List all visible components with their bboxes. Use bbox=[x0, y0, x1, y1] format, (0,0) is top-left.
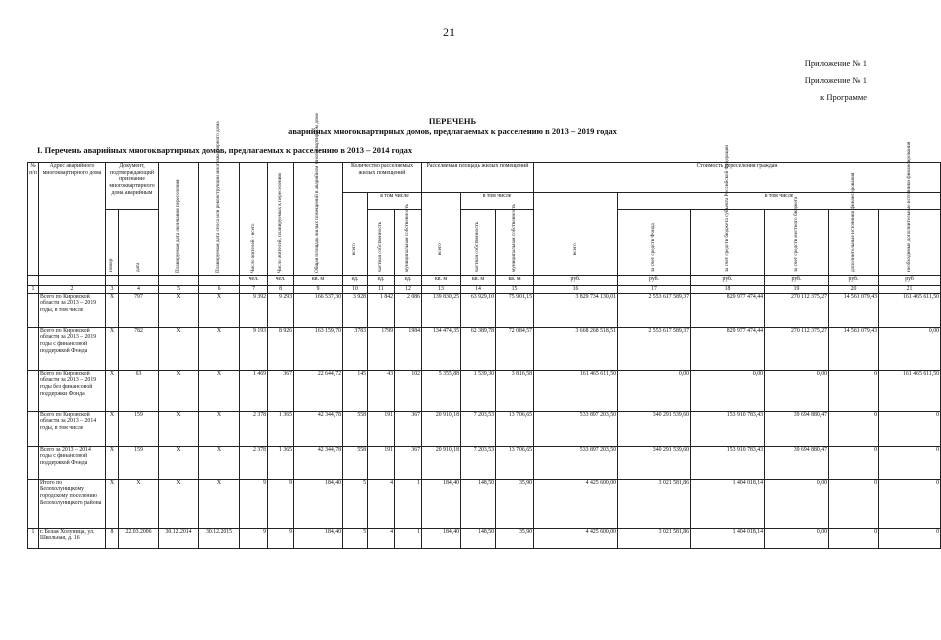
cell-doc-date: 22.03.2006 bbox=[119, 528, 159, 548]
cell-req: 161 465 611,50 bbox=[879, 370, 941, 411]
cell-res-total: 9 bbox=[240, 528, 268, 548]
cell-ar-priv: 7 203,53 bbox=[461, 446, 496, 479]
header-area-group: Расселяемая площадь жилых помещений bbox=[422, 163, 534, 193]
cell-res-total: 9 193 bbox=[240, 327, 268, 370]
header-address: Адрес аварийного многоквартирного дома bbox=[39, 163, 106, 276]
table-row bbox=[28, 479, 941, 528]
cell-cnt-priv: 1799 bbox=[368, 327, 395, 370]
header-area-municipal: муниципальная собственность bbox=[496, 210, 534, 276]
cell-cnt-mun: 367 bbox=[395, 411, 422, 446]
cell-region: 829 977 474,44 bbox=[691, 293, 765, 327]
cell-cnt-mun: 1 bbox=[395, 479, 422, 528]
header-planned-end: Планируемая дата окончания переселения bbox=[159, 163, 199, 276]
section-title: I. Перечень аварийных многоквартирных домов, предлагаемых к расселению в 2013 – 2014 годах bbox=[37, 145, 413, 155]
cell-address: Всего по Кировской области за 2013 – 2019 годы с финансовой поддержкой Фонда bbox=[39, 327, 106, 370]
cell-local: 0,00 bbox=[765, 370, 829, 411]
cell-end: 30.12.2014 bbox=[159, 528, 199, 548]
cell-ar-priv: 7 203,53 bbox=[461, 411, 496, 446]
cell-ar-total: 139 830,25 bbox=[422, 293, 461, 327]
cell-region: 153 910 783,43 bbox=[691, 411, 765, 446]
cell-cnt-mun: 367 bbox=[395, 446, 422, 479]
cell-extra: 0 bbox=[829, 479, 879, 528]
cell-cost-total: 3 829 734 130,01 bbox=[534, 293, 618, 327]
cell-req: 161 465 611,50 bbox=[879, 293, 941, 327]
cell-area: 184,40 bbox=[294, 479, 343, 528]
cell-region: 829 977 474,44 bbox=[691, 327, 765, 370]
cell-ar-mun: 13 706,65 bbox=[496, 411, 534, 446]
cell-n bbox=[28, 446, 39, 479]
cell-ar-total: 184,40 bbox=[422, 479, 461, 528]
cell-ar-mun: 3 816,58 bbox=[496, 370, 534, 411]
header-required-extra: необходимые дополнительные источники финансирования bbox=[879, 210, 941, 276]
cell-res-total: 2 378 bbox=[240, 446, 268, 479]
cell-area: 184,40 bbox=[294, 528, 343, 548]
header-planned-demolition: Планируемая дата сноса или реконструкции многоквартирного дома bbox=[199, 163, 240, 276]
cell-ar-total: 184,40 bbox=[422, 528, 461, 548]
cell-doc-date: 159 bbox=[119, 446, 159, 479]
cell-end: X bbox=[159, 446, 199, 479]
cell-ar-priv: 148,50 bbox=[461, 528, 496, 548]
cell-doc-no: 8 bbox=[106, 528, 119, 548]
cell-end: X bbox=[159, 370, 199, 411]
cell-extra: 0 bbox=[829, 370, 879, 411]
header-area-private: частная собственность bbox=[461, 210, 496, 276]
cell-res-plan: 367 bbox=[268, 370, 294, 411]
cell-cost-total: 533 897 203,50 bbox=[534, 411, 618, 446]
cell-end: X bbox=[159, 479, 199, 528]
cell-cost-total: 533 897 203,50 bbox=[534, 446, 618, 479]
cell-area: 42 344,78 bbox=[294, 411, 343, 446]
header-num: № п/п bbox=[28, 163, 39, 276]
cell-cnt-total: 5 bbox=[343, 479, 368, 528]
cell-local: 39 694 880,47 bbox=[765, 446, 829, 479]
cell-demol: X bbox=[199, 411, 240, 446]
cell-n bbox=[28, 370, 39, 411]
cell-doc-no: X bbox=[106, 327, 119, 370]
cell-demol: X bbox=[199, 446, 240, 479]
cell-address: Всего по Кировской области за 2013 – 2019 годы без финансовой поддержки Фонда bbox=[39, 370, 106, 411]
cell-res-total: 9 bbox=[240, 479, 268, 528]
header-count-total: всего bbox=[343, 193, 368, 276]
cell-req: 0 bbox=[879, 446, 941, 479]
appendix-line-3: к Программе bbox=[820, 92, 867, 102]
header-cost-group: Стоимость переселения граждан bbox=[534, 163, 941, 193]
cell-cnt-mun: 2 086 bbox=[395, 293, 422, 327]
cell-fund: 2 553 617 589,37 bbox=[618, 293, 691, 327]
header-doc-number: номер bbox=[106, 210, 119, 276]
cell-cnt-total: 5 bbox=[343, 528, 368, 548]
cell-n bbox=[28, 479, 39, 528]
cell-doc-date: 797 bbox=[119, 293, 159, 327]
cell-doc-no: X bbox=[106, 370, 119, 411]
header-total-area: Общая площадь жилых помещений в аварийном многоквартирном доме bbox=[294, 163, 343, 276]
cell-fund: 3 021 581,86 bbox=[618, 528, 691, 548]
header-count-municipal: муниципальная собственность bbox=[395, 210, 422, 276]
cell-doc-date: 782 bbox=[119, 327, 159, 370]
cell-cnt-priv: 43 bbox=[368, 370, 395, 411]
cell-fund: 340 291 539,60 bbox=[618, 446, 691, 479]
cell-cost-total: 4 425 600,00 bbox=[534, 528, 618, 548]
appendix-line-1: Приложение № 1 bbox=[804, 58, 867, 68]
cell-region: 0,00 bbox=[691, 370, 765, 411]
cell-cnt-total: 558 bbox=[343, 411, 368, 446]
cell-ar-total: 134 474,35 bbox=[422, 327, 461, 370]
cell-ar-mun: 72 084,57 bbox=[496, 327, 534, 370]
cell-res-total: 9 392 bbox=[240, 293, 268, 327]
header-residents-total: Число жителей - всего bbox=[240, 163, 268, 276]
table-row bbox=[28, 528, 941, 548]
cell-doc-date: X bbox=[119, 479, 159, 528]
table-row bbox=[28, 411, 941, 446]
cell-region: 1 404 018,14 bbox=[691, 528, 765, 548]
cell-cnt-total: 145 bbox=[343, 370, 368, 411]
cell-cnt-priv: 4 bbox=[368, 479, 395, 528]
cell-cnt-mun: 1984 bbox=[395, 327, 422, 370]
cell-address: Итого по Белохолуницкому городскому поселению Белохолуницкого района bbox=[39, 479, 106, 528]
cell-res-plan: 1 365 bbox=[268, 411, 294, 446]
header-cost-total: всего bbox=[534, 193, 618, 276]
cell-extra: 0 bbox=[829, 446, 879, 479]
cell-demol: X bbox=[199, 293, 240, 327]
cell-ar-mun: 35,90 bbox=[496, 528, 534, 548]
cell-res-plan: 9 bbox=[268, 479, 294, 528]
cell-n bbox=[28, 293, 39, 327]
header-fund: за счет средств Фонда bbox=[618, 210, 691, 276]
cell-demol: X bbox=[199, 327, 240, 370]
cell-extra: 0 bbox=[829, 411, 879, 446]
cell-res-total: 1 469 bbox=[240, 370, 268, 411]
cell-doc-date: 63 bbox=[119, 370, 159, 411]
header-area-total: всего bbox=[422, 193, 461, 276]
document-subtitle: аварийных многоквартирных домов, предлагаемых к расселению в 2013 – 2019 годах bbox=[288, 126, 617, 136]
cell-ar-total: 20 910,18 bbox=[422, 411, 461, 446]
table-row bbox=[28, 446, 941, 479]
cell-doc-date: 159 bbox=[119, 411, 159, 446]
header-area-incl: в том числе bbox=[461, 193, 534, 210]
header-doc-date: дата bbox=[119, 210, 159, 276]
header-count-incl: в том числе bbox=[368, 193, 422, 210]
cell-address: Всего по Кировской области за 2013 – 2019 годы, в том числе bbox=[39, 293, 106, 327]
cell-ar-mun: 75 901,15 bbox=[496, 293, 534, 327]
cell-extra: 14 561 079,43 bbox=[829, 327, 879, 370]
cell-req: 0 bbox=[879, 528, 941, 548]
cell-doc-no: X bbox=[106, 293, 119, 327]
page-number: 21 bbox=[443, 25, 455, 39]
cell-demol: 30.12.2015 bbox=[199, 528, 240, 548]
cell-ar-mun: 35,90 bbox=[496, 479, 534, 528]
header-count-group: Количество расселяемых жилых помещений bbox=[343, 163, 422, 193]
cell-cost-total: 161 465 611,50 bbox=[534, 370, 618, 411]
header-count-private: частная собственность bbox=[368, 210, 395, 276]
table-row bbox=[28, 293, 941, 327]
cell-demol: X bbox=[199, 479, 240, 528]
cell-region: 1 404 018,14 bbox=[691, 479, 765, 528]
cell-local: 270 112 375,27 bbox=[765, 327, 829, 370]
header-document: Документ, подтверждающий признание многоквартирного дома аварийным bbox=[106, 163, 159, 210]
cell-region: 153 910 783,43 bbox=[691, 446, 765, 479]
cell-end: X bbox=[159, 327, 199, 370]
header-local-budget: за счет средств местного бюджета bbox=[765, 210, 829, 276]
cell-cost-total: 4 425 600,00 bbox=[534, 479, 618, 528]
cell-address: Всего за 2013 – 2014 годы с финансовой поддержкой Фонда bbox=[39, 446, 106, 479]
cell-area: 163 159,70 bbox=[294, 327, 343, 370]
units-row: чел. чел. кв. м ед. ед. ед. кв. м кв. м кв. м руб. руб. руб. руб. руб. руб bbox=[28, 276, 941, 286]
cell-res-plan: 9 bbox=[268, 528, 294, 548]
cell-area: 22 644,72 bbox=[294, 370, 343, 411]
cell-cnt-priv: 191 bbox=[368, 411, 395, 446]
cell-cnt-total: 3 928 bbox=[343, 293, 368, 327]
cell-area: 42 344,78 bbox=[294, 446, 343, 479]
header-region-budget: за счет средств бюджета субъекта Российской Федерации bbox=[691, 210, 765, 276]
cell-req: 0 bbox=[879, 479, 941, 528]
cell-demol: X bbox=[199, 370, 240, 411]
table-row bbox=[28, 370, 941, 411]
cell-ar-priv: 148,50 bbox=[461, 479, 496, 528]
cell-fund: 2 553 617 589,37 bbox=[618, 327, 691, 370]
cell-local: 0,00 bbox=[765, 479, 829, 528]
cell-n: 1 bbox=[28, 528, 39, 548]
cell-fund: 340 291 539,60 bbox=[618, 411, 691, 446]
cell-end: X bbox=[159, 293, 199, 327]
cell-res-plan: 8 926 bbox=[268, 327, 294, 370]
cell-cnt-priv: 1 842 bbox=[368, 293, 395, 327]
cell-res-total: 2 378 bbox=[240, 411, 268, 446]
cell-address: г. Белая Холуница, ул. Школьная, д. 16 bbox=[39, 528, 106, 548]
cell-ar-total: 20 910,18 bbox=[422, 446, 461, 479]
cell-local: 0,00 bbox=[765, 528, 829, 548]
appendix-line-2: Приложение № 1 bbox=[804, 75, 867, 85]
cell-res-plan: 1 365 bbox=[268, 446, 294, 479]
cell-end: X bbox=[159, 411, 199, 446]
header-extra-sources: дополнительные источники финансирования bbox=[829, 210, 879, 276]
cell-address: Всего по Кировской области за 2013 – 2014 годы, в том числе bbox=[39, 411, 106, 446]
cell-fund: 3 021 581,86 bbox=[618, 479, 691, 528]
cell-doc-no: X bbox=[106, 411, 119, 446]
cell-local: 39 694 880,47 bbox=[765, 411, 829, 446]
cell-extra: 0 bbox=[829, 528, 879, 548]
cell-ar-priv: 1 539,30 bbox=[461, 370, 496, 411]
cell-n bbox=[28, 411, 39, 446]
cell-extra: 14 561 079,43 bbox=[829, 293, 879, 327]
cell-local: 270 112 375,27 bbox=[765, 293, 829, 327]
cell-cnt-mun: 102 bbox=[395, 370, 422, 411]
cell-ar-mun: 13 706,65 bbox=[496, 446, 534, 479]
cell-cost-total: 3 668 268 518,51 bbox=[534, 327, 618, 370]
cell-doc-no: X bbox=[106, 479, 119, 528]
cell-doc-no: X bbox=[106, 446, 119, 479]
cell-cnt-total: 558 bbox=[343, 446, 368, 479]
header-cost-incl: в том числе bbox=[618, 193, 941, 210]
header-residents-planned: Число жителей, планируемых к переселению bbox=[268, 163, 294, 276]
cell-n bbox=[28, 327, 39, 370]
cell-cnt-priv: 191 bbox=[368, 446, 395, 479]
cell-cnt-priv: 4 bbox=[368, 528, 395, 548]
cell-ar-priv: 62 389,78 bbox=[461, 327, 496, 370]
table-row bbox=[28, 327, 941, 370]
column-numbers-row: 1 2 3 4 5 6 7 8 9 10 11 12 13 14 15 16 17 18 19 20 21 bbox=[28, 286, 941, 294]
cell-fund: 0,00 bbox=[618, 370, 691, 411]
cell-cnt-mun: 1 bbox=[395, 528, 422, 548]
cell-res-plan: 9 293 bbox=[268, 293, 294, 327]
document-title: ПЕРЕЧЕНЬ bbox=[428, 116, 477, 126]
cell-cnt-total: 3783 bbox=[343, 327, 368, 370]
cell-area: 166 537,30 bbox=[294, 293, 343, 327]
cell-ar-total: 5 355,88 bbox=[422, 370, 461, 411]
cell-ar-priv: 63 929,10 bbox=[461, 293, 496, 327]
cell-req: 0,00 bbox=[879, 327, 941, 370]
cell-req: 0 bbox=[879, 411, 941, 446]
